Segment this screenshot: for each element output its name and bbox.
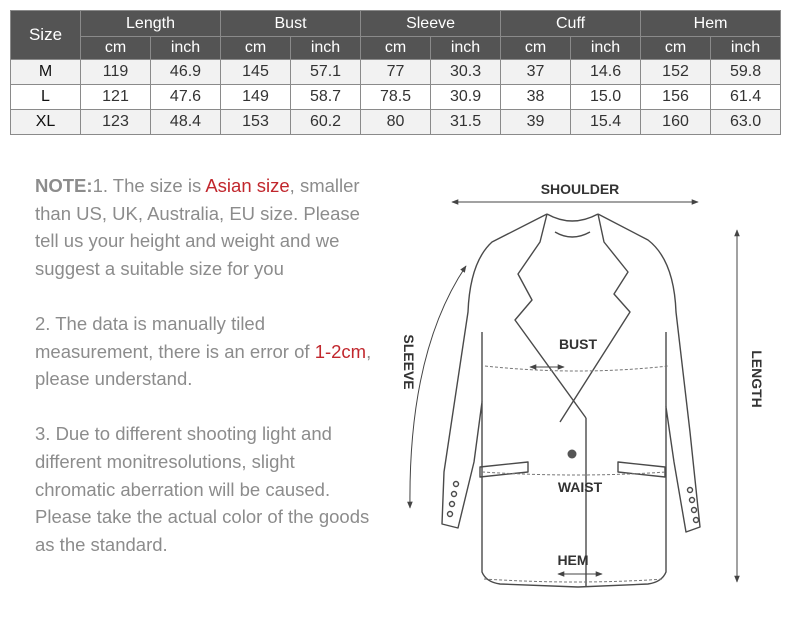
table-cell: 119 bbox=[81, 60, 151, 85]
unit-header: inch bbox=[151, 37, 221, 60]
table-cell: 46.9 bbox=[151, 60, 221, 85]
note-2-highlight: 1-2cm bbox=[314, 340, 367, 362]
table-cell: 60.2 bbox=[291, 110, 361, 135]
table-cell: 63.0 bbox=[711, 110, 781, 135]
hem-line bbox=[484, 579, 664, 582]
note-1-text-pre: 1. The size is bbox=[92, 175, 206, 196]
table-cell: 38 bbox=[501, 85, 571, 110]
table-cell: 48.4 bbox=[151, 110, 221, 135]
table-cell: 160 bbox=[641, 110, 711, 135]
size-cell: XL bbox=[11, 110, 81, 135]
unit-header: inch bbox=[431, 37, 501, 60]
sleeve-arrow bbox=[410, 266, 466, 508]
size-header: Size bbox=[11, 11, 81, 60]
table-cell: 145 bbox=[221, 60, 291, 85]
note-1-highlight: Asian size bbox=[205, 175, 290, 196]
group-header-length: Length bbox=[81, 11, 221, 37]
coat-outline bbox=[442, 214, 700, 587]
note-1 bbox=[35, 172, 375, 282]
table-row bbox=[11, 85, 781, 110]
size-cell: M bbox=[11, 60, 81, 85]
coat-measurement-diagram bbox=[390, 172, 785, 632]
size-cell: L bbox=[11, 85, 81, 110]
table-cell: 149 bbox=[221, 85, 291, 110]
button-icon bbox=[568, 450, 577, 459]
unit-header-row bbox=[11, 37, 781, 60]
table-cell: 57.1 bbox=[291, 60, 361, 85]
note-2-text-post: , please understand. bbox=[35, 340, 372, 390]
table-cell: 15.4 bbox=[571, 110, 641, 135]
shoulder-label: SHOULDER bbox=[540, 181, 620, 197]
unit-header: inch bbox=[291, 37, 361, 60]
size-rows bbox=[11, 60, 781, 135]
table-cell: 15.0 bbox=[571, 85, 641, 110]
note-3 bbox=[35, 420, 375, 558]
table-cell: 30.3 bbox=[431, 60, 501, 85]
note-2 bbox=[35, 310, 375, 393]
unit-header: inch bbox=[711, 37, 781, 60]
table-row bbox=[11, 60, 781, 85]
group-header-bust: Bust bbox=[221, 11, 361, 37]
unit-header: cm bbox=[501, 37, 571, 60]
length-label: LENGTH bbox=[749, 350, 765, 408]
table-cell: 156 bbox=[641, 85, 711, 110]
size-notes bbox=[35, 172, 375, 586]
table-cell: 58.7 bbox=[291, 85, 361, 110]
table-cell: 47.6 bbox=[151, 85, 221, 110]
table-cell: 153 bbox=[221, 110, 291, 135]
table-cell: 80 bbox=[361, 110, 431, 135]
unit-header: cm bbox=[361, 37, 431, 60]
group-header-sleeve: Sleeve bbox=[361, 11, 501, 37]
note-1-text-post: , smaller than US, UK, Australia, EU size. Please tell us your height and weight and we suggest a suitable size for you bbox=[35, 175, 360, 279]
note-2-text-pre: 2. The data is manually tiled measurement, there is an error of bbox=[35, 312, 315, 362]
table-cell: 123 bbox=[81, 110, 151, 135]
bust-label: BUST bbox=[558, 336, 598, 352]
table-cell: 61.4 bbox=[711, 85, 781, 110]
group-header-cuff: Cuff bbox=[501, 11, 641, 37]
waist-label: WAIST bbox=[557, 479, 603, 495]
size-chart-table bbox=[10, 10, 781, 135]
note-3-text: 3. Due to different shooting light and different monitresolutions, slight chromatic aberration will be caused. Please take the actual color of the goods as the standard. bbox=[35, 423, 370, 555]
table-cell: 31.5 bbox=[431, 110, 501, 135]
group-header-row bbox=[11, 11, 781, 37]
table-cell: 37 bbox=[501, 60, 571, 85]
table-cell: 152 bbox=[641, 60, 711, 85]
sleeve-label: SLEEVE bbox=[401, 334, 417, 390]
note-label: NOTE: bbox=[35, 175, 93, 196]
table-cell: 14.6 bbox=[571, 60, 641, 85]
table-row bbox=[11, 110, 781, 135]
table-cell: 39 bbox=[501, 110, 571, 135]
table-cell: 78.5 bbox=[361, 85, 431, 110]
hem-label: HEM bbox=[557, 552, 589, 568]
unit-header: cm bbox=[641, 37, 711, 60]
table-cell: 121 bbox=[81, 85, 151, 110]
table-cell: 77 bbox=[361, 60, 431, 85]
group-header-hem: Hem bbox=[641, 11, 781, 37]
unit-header: cm bbox=[221, 37, 291, 60]
table-cell: 59.8 bbox=[711, 60, 781, 85]
unit-header: cm bbox=[81, 37, 151, 60]
unit-header: inch bbox=[571, 37, 641, 60]
bust-line bbox=[485, 366, 668, 371]
table-cell: 30.9 bbox=[431, 85, 501, 110]
